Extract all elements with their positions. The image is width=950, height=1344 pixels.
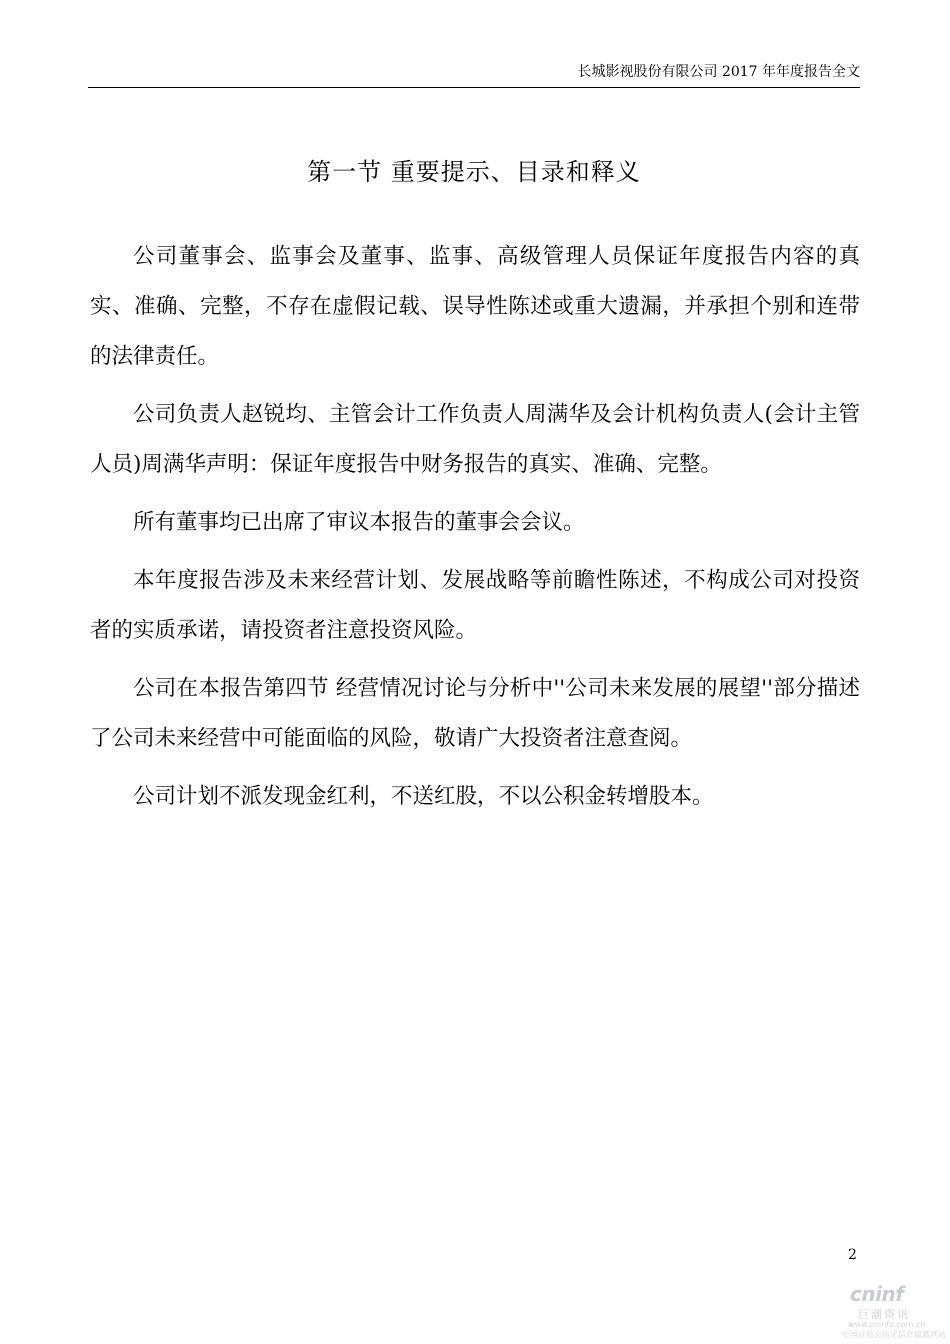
paragraph-forward-looking: 本年度报告涉及未来经营计划、发展战略等前瞻性陈述，不构成公司对投资者的实质承诺，请投资者注意投资风险。 — [90, 568, 860, 643]
page-number: 2 — [848, 1247, 857, 1263]
paragraph-risk-reference: 公司在本报告第四节 经营情况讨论与分析中''公司未来发展的展望''部分描述了公司未来经营中可能面临的风险，敬请广大投资者注意查阅。 — [90, 676, 860, 751]
watermark-org: 中国证监会指定信息披露网站 — [842, 1330, 946, 1339]
section-title: 第一节 重要提示、目录和释义 — [307, 158, 641, 186]
paragraph-dividend-plan: 公司计划不派发现金红利，不送红股，不以公积金转增股本。 — [133, 784, 714, 809]
header-rule — [88, 87, 860, 88]
paragraph-board-guarantee: 公司董事会、监事会及董事、监事、高级管理人员保证年度报告内容的真实、准确、完整，不存在虚假记载、误导性陈述或重大遗漏，并承担个别和连带的法律责任。 — [90, 244, 860, 369]
watermark-subtitle: 巨潮资讯 — [858, 1308, 910, 1321]
watermark-url: www.cninfo.com.cn — [848, 1320, 926, 1329]
running-header: 长城影视股份有限公司 2017 年年度报告全文 — [577, 64, 860, 80]
cninfo-watermark — [842, 1282, 946, 1340]
paragraph-directors-attendance: 所有董事均已出席了审议本报告的董事会会议。 — [133, 510, 585, 535]
watermark-brand: cninf — [850, 1282, 904, 1306]
notice-body — [90, 232, 860, 830]
paragraph-officer-statement: 公司负责人赵锐均、主管会计工作负责人周满华及会计机构负责人(会计主管人员)周满华声明：保证年度报告中财务报告的真实、准确、完整。 — [90, 402, 860, 477]
